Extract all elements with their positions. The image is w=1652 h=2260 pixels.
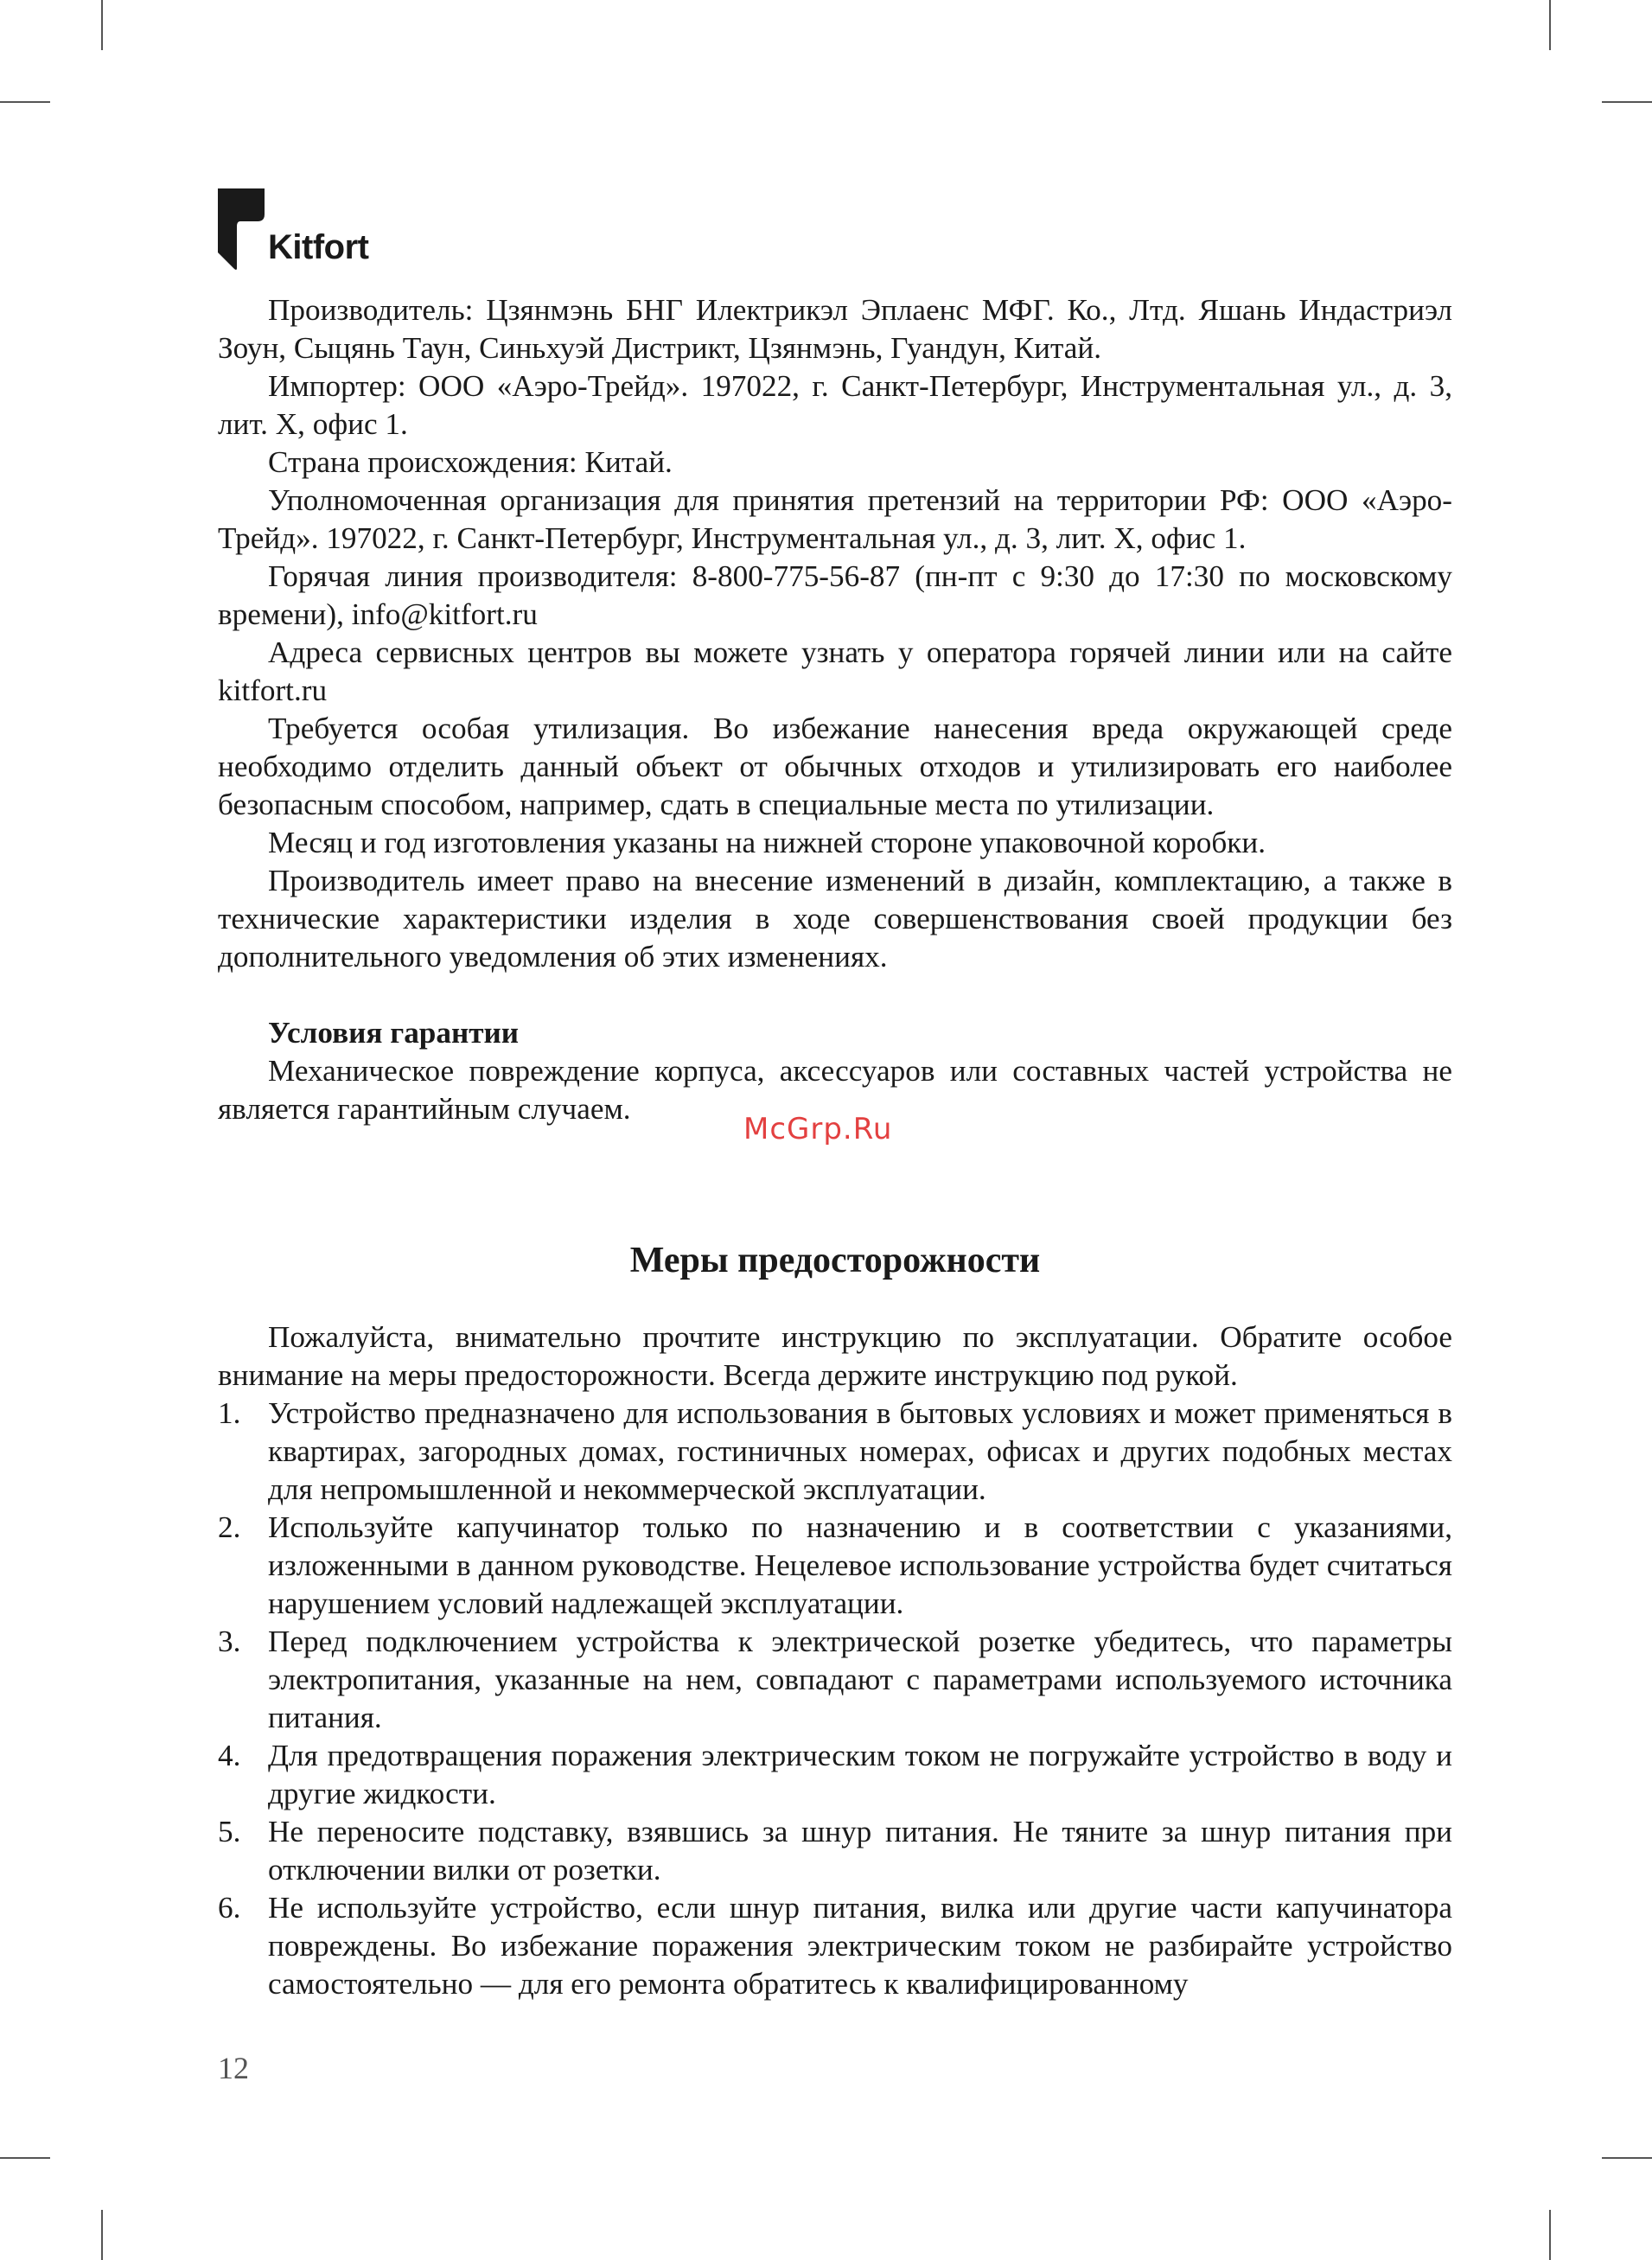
list-item-number: 1.: [218, 1396, 241, 1430]
list-item-number: 3.: [218, 1625, 241, 1658]
paragraph-claims-org: Уполномоченная организация для принятия претензий на территории РФ: ООО «Аэро-Трейд». 197022, г. Санкт-Петербург, Инструментальная ул., д. 3, лит. Х, офис 1.: [218, 483, 1452, 555]
list-item-text: Используйте капучинатор только по назначению и в соответствии с указаниями, изложенными в данном руководстве. Нецелевое использование устройства будет считаться нарушением условий надлежащей эксплуатации.: [268, 1510, 1452, 1620]
list-item: [218, 1889, 1452, 2003]
list-item-text: Не переносите подставку, взявшись за шнур питания. Не тяните за шнур питания при отключении вилки от розетки.: [268, 1815, 1452, 1887]
paragraph-disposal: Требуется особая утилизация. Во избежание нанесения вреда окружающей среде необходимо отделить данный объект от обычных отходов и утилизировать его наиболее безопасным способом, например, сдать в специальные места по утилизации.: [218, 712, 1452, 821]
crop-mark: [1602, 2157, 1652, 2159]
page-number: 12: [218, 2051, 249, 2085]
list-item: [218, 1623, 1452, 1737]
crop-mark: [1602, 101, 1652, 103]
list-item-text: Устройство предназначено для использования в бытовых условиях и может применяться в квартирах, загородных домах, гостиничных номерах, офисах и других подобных местах для непромышленной и некоммерческой эксплуатации.: [268, 1396, 1452, 1506]
paragraph-importer: Импортер: ООО «Аэро-Трейд». 197022, г. Санкт-Петербург, Инструментальная ул., д. 3, лит. Х, офис 1.: [218, 369, 1452, 441]
paragraph-country: Страна происхождения: Китай.: [268, 445, 673, 479]
crop-mark: [101, 2210, 103, 2260]
crop-mark: [101, 0, 103, 50]
warranty-text: Механическое повреждение корпуса, аксессуаров или составных частей устройства не является гарантийным случаем.: [218, 1054, 1452, 1126]
list-item-number: 4.: [218, 1739, 241, 1772]
kitfort-logo-icon: [216, 188, 266, 271]
crop-mark: [1549, 0, 1551, 50]
crop-mark: [1549, 2210, 1551, 2260]
section-title-precautions: Меры предосторожности: [629, 1241, 1041, 1280]
list-item-number: 5.: [218, 1815, 241, 1848]
list-item-number: 6.: [218, 1891, 241, 1925]
warranty-heading: Условия гарантии: [268, 1016, 520, 1050]
crop-mark: [0, 2157, 50, 2159]
watermark: McGrp.Ru: [743, 1112, 893, 1146]
list-item: [218, 1509, 1452, 1623]
brand-name: Kitfort: [268, 228, 369, 266]
list-item-number: 2.: [218, 1510, 241, 1544]
precautions-list: [218, 1395, 1452, 2003]
crop-mark: [0, 101, 50, 103]
list-item: [218, 1813, 1452, 1889]
paragraph-changes: Производитель имеет право на внесение изменений в дизайн, комплектацию, а также в технические характеристики изделия в ходе совершенствования своей продукции без дополнительного уведомления об этих изменениях.: [218, 864, 1452, 974]
list-item: [218, 1395, 1452, 1509]
precautions-intro: Пожалуйста, внимательно прочтите инструкцию по эксплуатации. Обратите особое внимание на меры предосторожности. Всегда держите инструкцию под рукой.: [218, 1320, 1452, 1392]
list-item-text: Не используйте устройство, если шнур питания, вилка или другие части капучинатора повреждены. Во избежание поражения электрическим током не разбирайте устройство самостоятельно — для его ремонта обратитесь к квалифицированному: [268, 1891, 1452, 2001]
kitfort-logo: [216, 188, 389, 271]
list-item-text: Перед подключением устройства к электрической розетке убедитесь, что параметры электропитания, указанные на нем, совпадают с параметрами используемого источника питания.: [268, 1625, 1452, 1734]
paragraph-manufacturer: Производитель: Цзянмэнь БНГ Илектрикэл Эплаенс МФГ. Ко., Лтд. Яшань Индастриэл Зоун, Сыцянь Таун, Синьхуэй Дистрикт, Цзянмэнь, Гуандун, Китай.: [218, 293, 1452, 365]
paragraph-service-centers: Адреса сервисных центров вы можете узнать у оператора горячей линии или на сайте kitfort.ru: [218, 635, 1452, 707]
list-item: [218, 1737, 1452, 1813]
document-body: [218, 291, 1452, 2003]
paragraph-manufacture-date: Месяц и год изготовления указаны на нижней стороне упаковочной коробки.: [268, 826, 1266, 859]
list-item-text: Для предотвращения поражения электрическим током не погружайте устройство в воду и другие жидкости.: [268, 1739, 1452, 1810]
paragraph-hotline: Горячая линия производителя: 8-800-775-56-87 (пн-пт с 9:30 до 17:30 по московскому времени), info@kitfort.ru: [218, 559, 1452, 631]
